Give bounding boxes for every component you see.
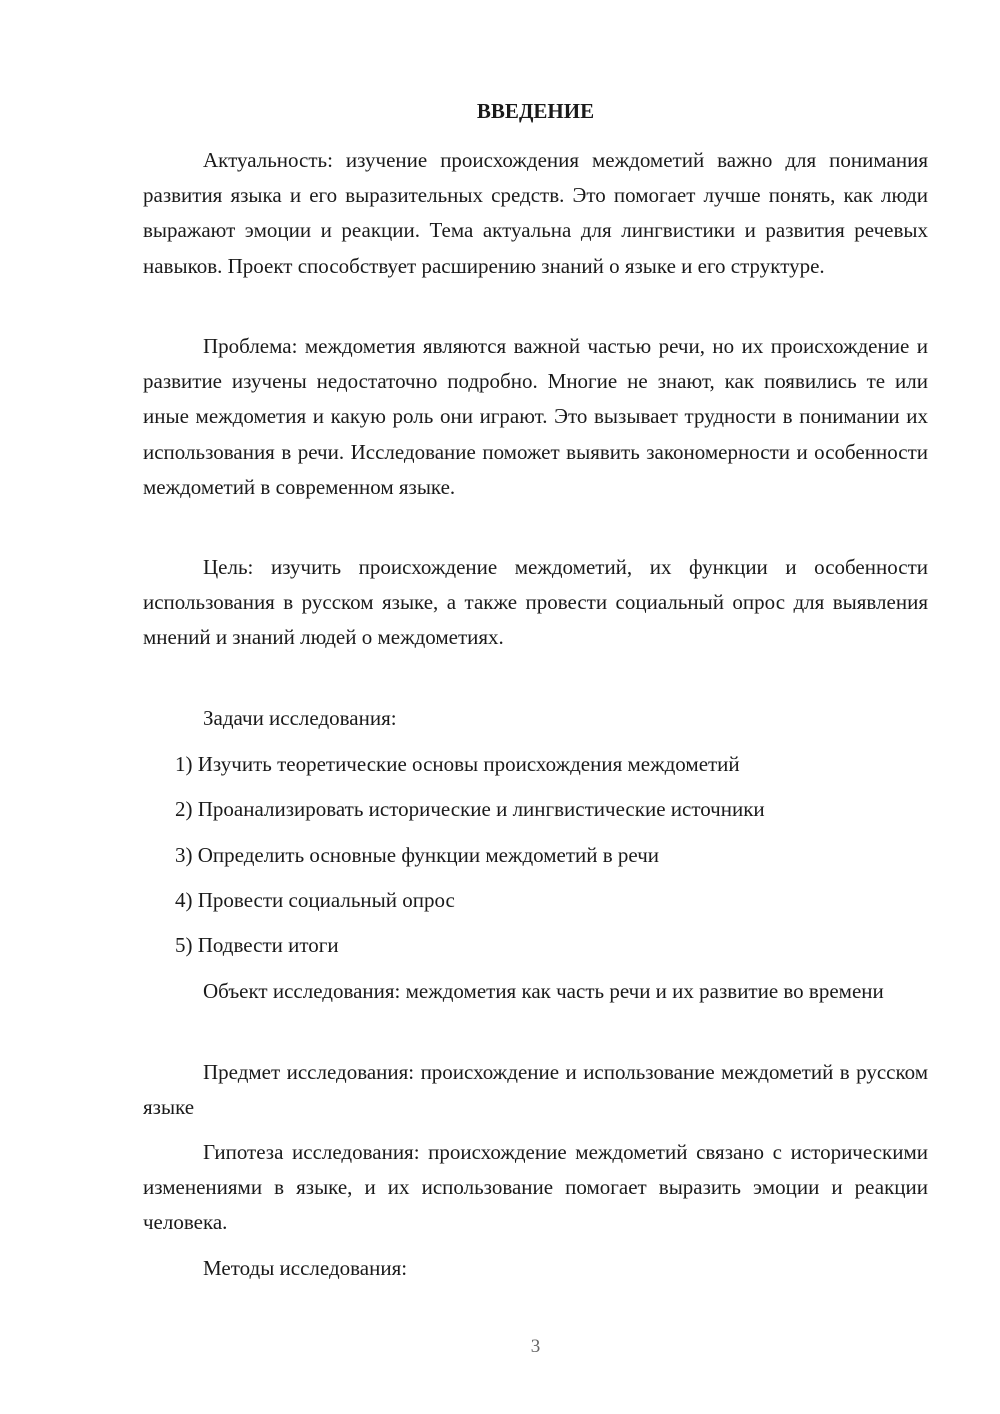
task-item-5: 5) Подвести итоги	[175, 933, 339, 957]
paragraph-subject: Предмет исследования: происхождение и использование междометий в русском языке	[143, 1060, 928, 1120]
paragraph-problem: Проблема: междометия являются важной частью речи, но их происхождение и развитие изучены недостаточно подробно. Многие не знают, как появились те или иные междометия и какую роль они играют. Это вызывает трудности в понимании их использования в речи. Исследование поможет выявить закономерности и особенности междометий в современном языке.	[143, 334, 928, 499]
page-number: 3	[530, 1336, 541, 1357]
paragraph-relevance: Актуальность: изучение происхождения междометий важно для понимания развития языка и его выразительных средств. Это помогает лучше понять, как люди выражают эмоции и реакции. Тема актуальна для лингвистики и развития речевых навыков. Проект способствует расширению знаний о языке и его структуре.	[143, 148, 928, 278]
task-item-4: 4) Провести социальный опрос	[175, 888, 455, 912]
paragraph-object: Объект исследования: междометия как часть речи и их развитие во времени	[203, 979, 884, 1003]
paragraph-hypothesis: Гипотеза исследования: происхождение междометий связано с историческими изменениями в языке, и их использование помогает выразить эмоции и реакции человека.	[143, 1140, 928, 1235]
methods-heading: Методы исследования:	[203, 1256, 408, 1280]
tasks-heading: Задачи исследования:	[203, 706, 397, 730]
task-item-3: 3) Определить основные функции междометий в речи	[175, 843, 660, 867]
paragraph-goal: Цель: изучить происхождение междометий, их функции и особенности использования в русском языке, а также провести социальный опрос для выявления мнений и знаний людей о междометиях.	[143, 555, 928, 650]
task-item-2: 2) Проанализировать исторические и лингвистические источники	[175, 797, 765, 821]
task-item-1: 1) Изучить теоретические основы происхождения междометий	[175, 752, 740, 776]
page-title: ВВЕДЕНИЕ	[476, 99, 595, 123]
document-page	[143, 0, 928, 1414]
